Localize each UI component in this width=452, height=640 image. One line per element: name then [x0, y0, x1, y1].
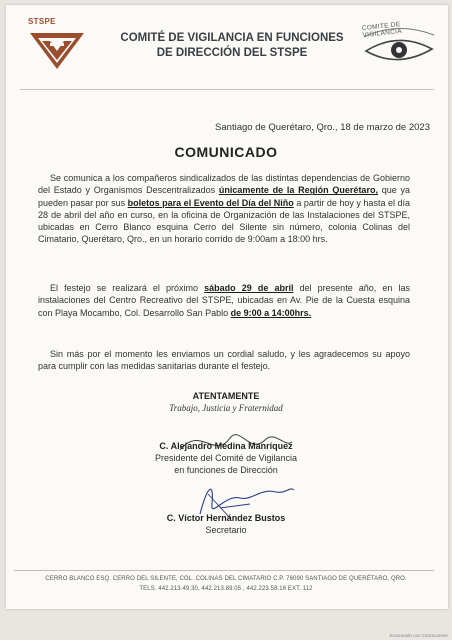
signatory-1-name: C. Alejandro Medina Manríquez [159, 441, 293, 451]
motto: Trabajo, Justicia y Fraternidad [169, 403, 283, 413]
footer-divider [14, 570, 434, 571]
signatory-1 [0, 440, 452, 476]
letterhead-title-line1: COMITÉ DE VIGILANCIA EN FUNCIONES [120, 32, 344, 44]
para2-text2: del presente año, en las instalaciones del Centro Recreativo del STSPE, ubicadas en Av. Pie de la Cuesta esquina con Playa Mocambo, Col. Desarrollo San Pablo [38, 283, 411, 318]
signatory-1-role-line1: Presidente del Comité de Vigilancia [155, 453, 297, 463]
para1-text3: a partir de hoy y hasta el día 28 de abril del año en curso, en la oficina de Organización de las Instalaciones del STSPE, ubicadas en Cerro Blanco esquina Cerro del Silente sin número, colonia Colinas del Cimatario, Querétaro, Qro., en un horario corrido de 9:00am a 18:00 hrs. [38, 197, 410, 245]
scanner-watermark: Escaneado con CamScanner [389, 633, 448, 638]
vigilance-committee-logo [356, 17, 440, 75]
signatory-1-role-line2: en funciones de Dirección [174, 465, 278, 475]
stspe-emblem-icon [28, 29, 86, 73]
letterhead [16, 17, 441, 77]
stspe-logo [28, 17, 88, 75]
date-line: Santiago de Querétaro, Qro., 18 de marzo de 2023 [215, 122, 430, 133]
document-heading: COMUNICADO [174, 144, 278, 160]
closing-block [0, 390, 452, 414]
footer-address: CERRO BLANCO ESQ. CERRO DEL SILENTE, COL. COLINAS DEL CIMATARIO C.P. 76090 SANTIAGO DE QUERÉTARO, QRO. [45, 576, 407, 582]
signatory-2-name: C. Víctor Hernández Bustos [166, 513, 286, 523]
para1-region-highlight: únicamente de la Región Querétaro, [218, 185, 378, 196]
paragraph-event-details [38, 282, 410, 319]
para1-text1: Se comunica a los compañeros sindicalizados de las distintas dependencias de Gobierno del Estado y Organismos Descentralizados [38, 173, 410, 196]
para2-time-highlight: de 9:00 a 14:00hrs. [230, 307, 312, 318]
atentamente-label: ATENTAMENTE [192, 391, 260, 401]
vigilance-logo-text: COMITE DE VIGILANCIA [361, 21, 403, 40]
paragraph-announcement [38, 172, 410, 246]
para1-text2: que ya pueden pasar por sus [38, 185, 410, 208]
signatory-2-role: Secretario [205, 525, 247, 535]
para2-date-highlight: sábado 29 de abril [204, 283, 294, 293]
footer-phones: TELS. 442.213.49.30, 442.213.89.05 , 442.223.58.16 EXT. 112 [139, 586, 313, 592]
para1-tickets-highlight: boletos para el Evento del Día del Niño [127, 197, 294, 208]
stspe-logo-text: STSPE [28, 17, 56, 26]
letterhead-title [112, 31, 352, 61]
paragraph-closing: Sin más por el momento les enviamos un cordial saludo, y les agradecemos su apoyo para cumplir con las medidas sanitarias durante el festejo. [38, 349, 410, 372]
signatory-2 [0, 512, 452, 536]
letterhead-title-line2: DE DIRECCIÓN DEL STSPE [156, 47, 308, 59]
header-divider [20, 89, 434, 90]
para2-text1: El festejo se realizará el próximo [50, 283, 205, 293]
